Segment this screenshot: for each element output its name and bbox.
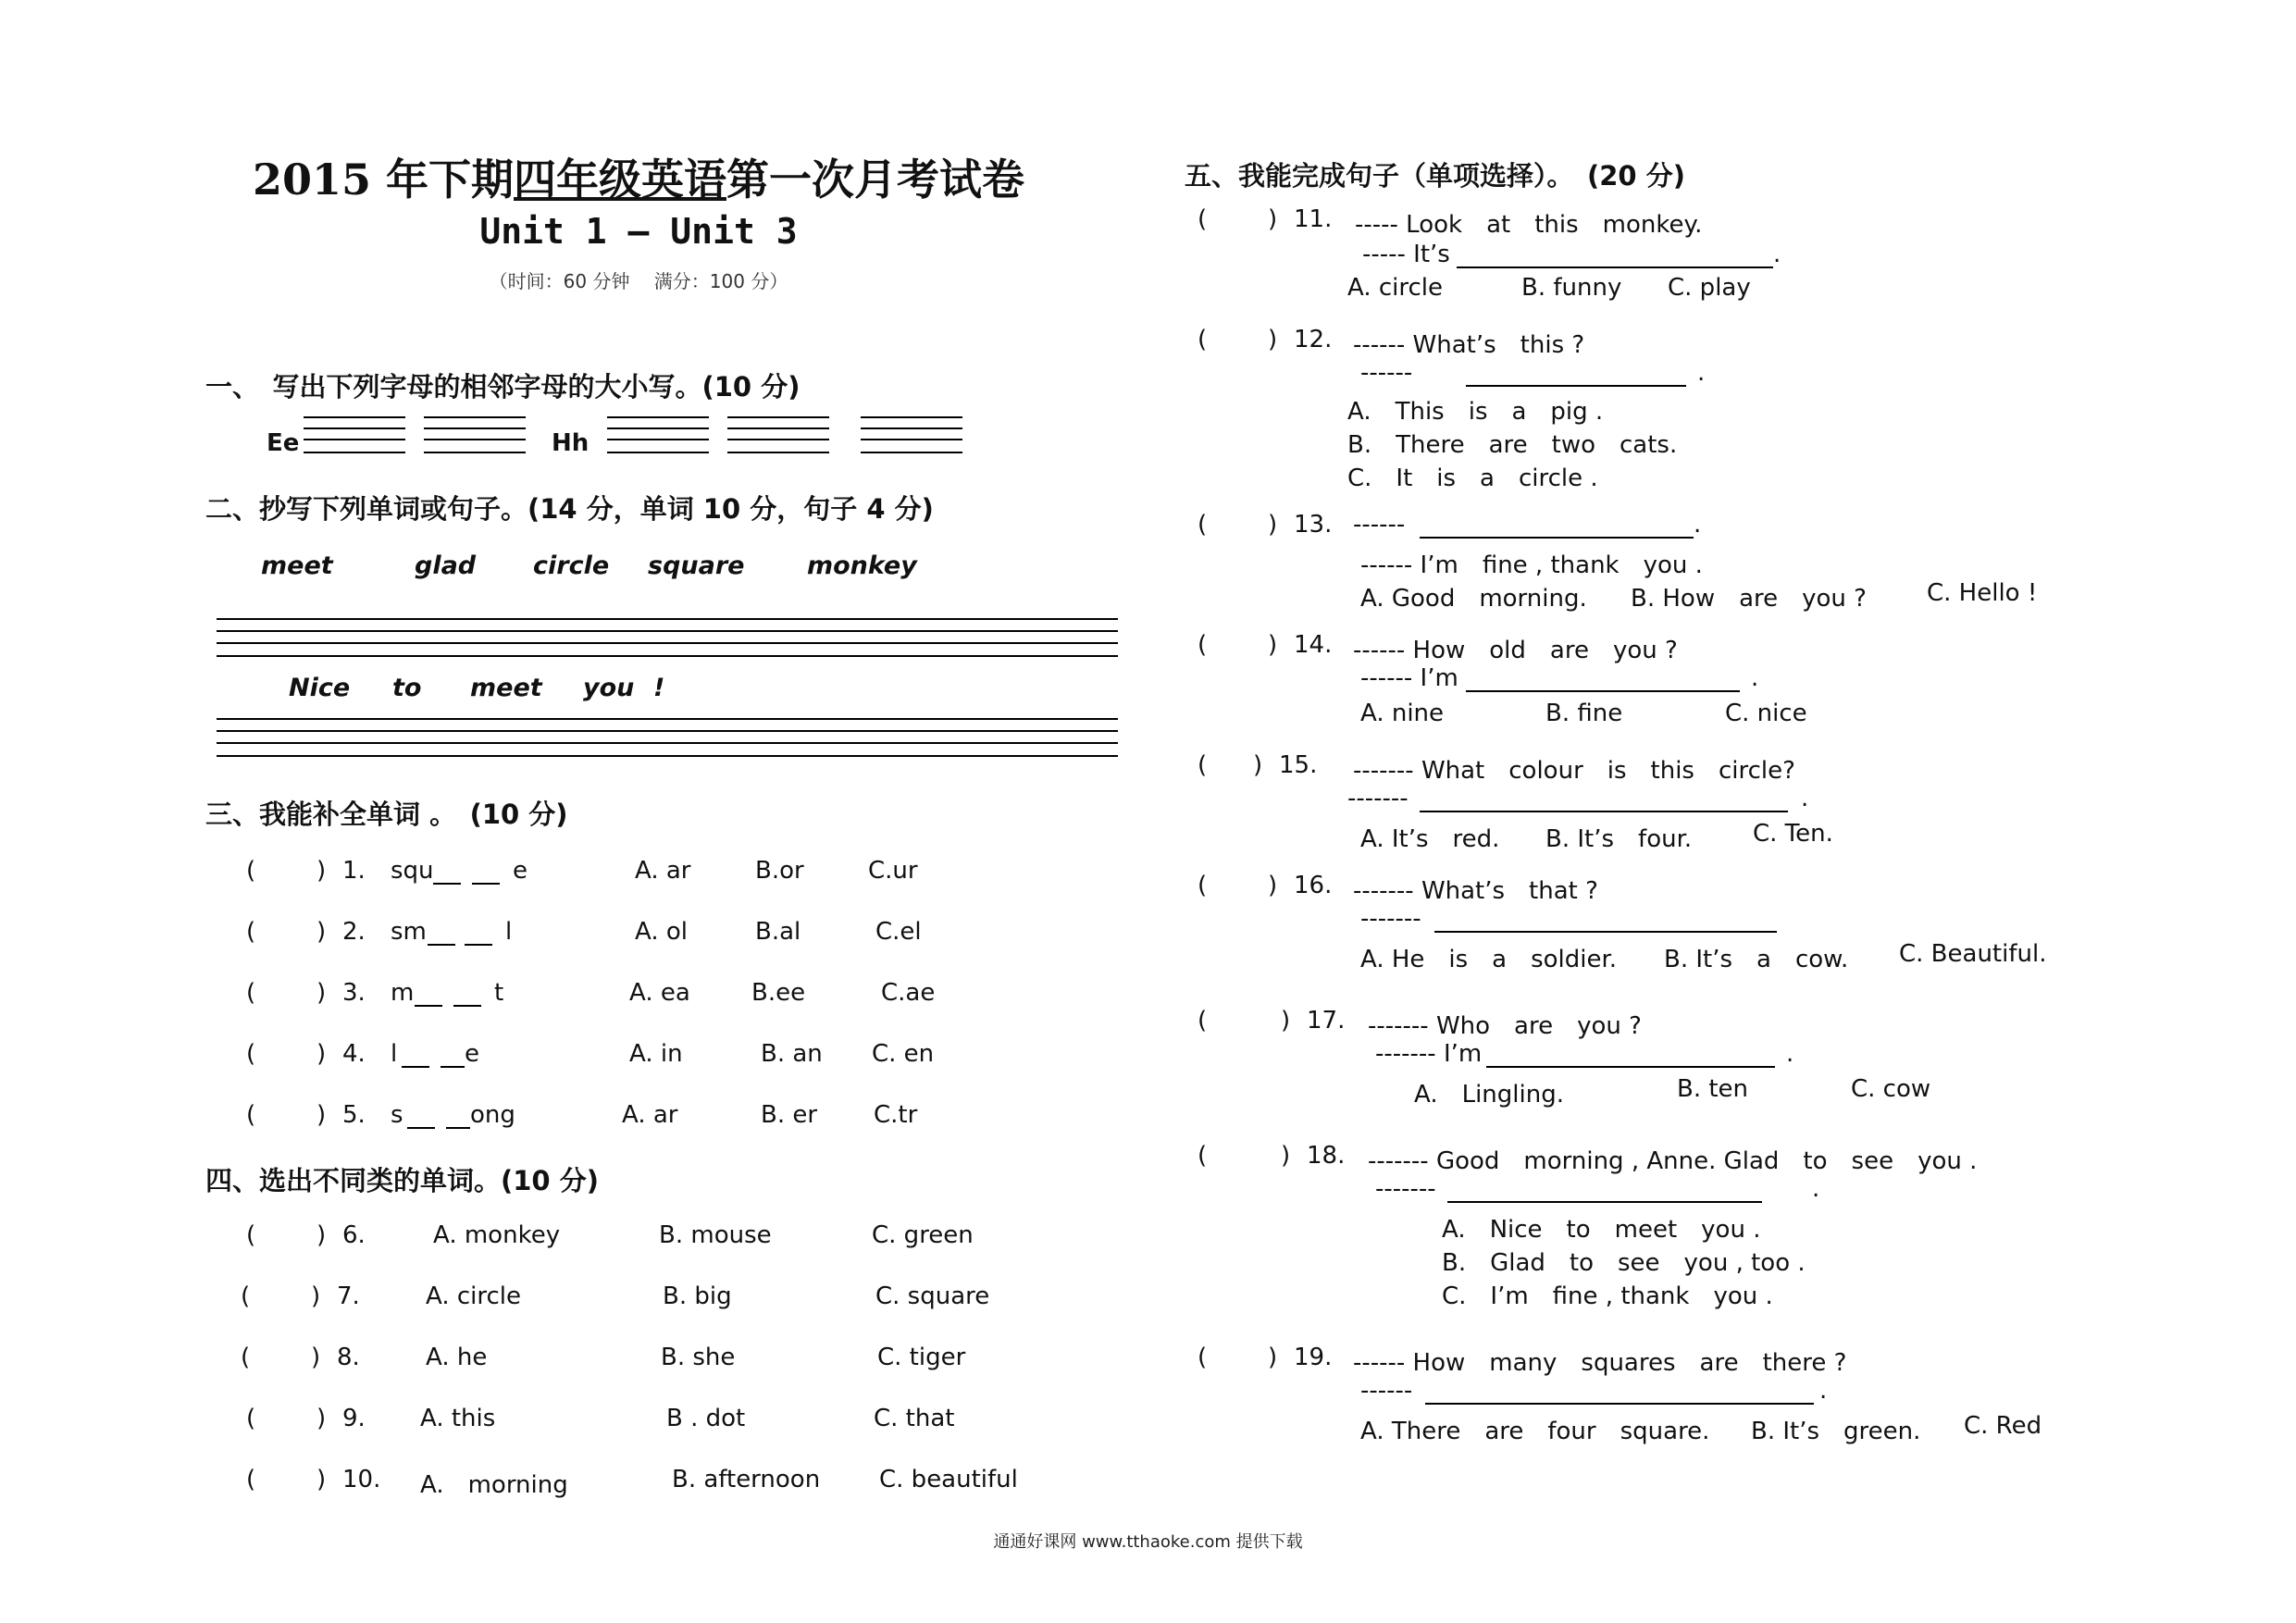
answer-line-prefix: -------	[1360, 905, 1421, 933]
question-number: 16.	[1294, 872, 1333, 899]
option-a: A. He is a soldier.	[1360, 946, 1618, 973]
answer-paren-open[interactable]: (	[1198, 1142, 1208, 1170]
option-a: A. nine	[1360, 700, 1445, 727]
answer-line-prefix: -------	[1347, 785, 1409, 812]
option-b: B. It’s a cow.	[1664, 946, 1849, 973]
answer-paren-close: )	[316, 979, 327, 1007]
question-number: 5.	[342, 1101, 366, 1129]
page-footer: 通通好课网 www.tthaoke.com 提供下载	[993, 1532, 1303, 1552]
option-b: B. afternoon	[672, 1466, 821, 1493]
copy-word: meet	[261, 551, 333, 580]
word-part: squ	[391, 857, 434, 885]
question-line: ------ What’s this ?	[1353, 331, 1585, 359]
answer-paren-open[interactable]: (	[241, 1282, 251, 1310]
sentence-word: Nice	[289, 674, 351, 702]
option-b: B. er	[761, 1101, 818, 1129]
answer-line-prefix: ------	[1353, 511, 1406, 539]
letter-blank[interactable]	[433, 883, 461, 885]
option-a: A. he	[426, 1344, 488, 1371]
option-b: B. There are two cats.	[1347, 431, 1678, 459]
answer-paren-close: )	[1268, 1344, 1278, 1371]
answer-paren-open[interactable]: (	[1198, 872, 1208, 899]
option-a: A. ar	[622, 1101, 678, 1129]
sentence-word: meet	[470, 674, 542, 702]
answer-paren-open[interactable]: (	[1198, 326, 1208, 353]
answer-line-prefix: ----- It’s	[1362, 241, 1450, 268]
option-a: A. Lingling.	[1414, 1081, 1564, 1109]
answer-paren-open[interactable]: (	[246, 1040, 256, 1068]
answer-paren-open[interactable]: (	[1198, 1007, 1208, 1035]
question-number: 9.	[342, 1405, 366, 1432]
option-c: C.tr	[874, 1101, 918, 1129]
question-line: ----- Look at this monkey.	[1355, 211, 1703, 239]
answer-paren-close: )	[311, 1282, 321, 1310]
answer-paren-open[interactable]: (	[1198, 1344, 1208, 1371]
letter-blank[interactable]	[465, 944, 492, 946]
answer-paren-close: )	[316, 1405, 327, 1432]
exam-title: 2015 年下期四年级英语第一次月考试卷	[252, 155, 1025, 204]
answer-paren-open[interactable]: (	[246, 918, 256, 946]
answer-paren-close: )	[1268, 326, 1278, 353]
option-c: C. nice	[1725, 700, 1807, 727]
answer-paren-open[interactable]: (	[246, 1221, 256, 1249]
option-c: C. Beautiful.	[1899, 940, 2047, 968]
exam-info: （时间：60 分钟 满分：100 分）	[489, 270, 788, 292]
answer-paren-close: )	[316, 1221, 327, 1249]
option-b: B. an	[761, 1040, 823, 1068]
period: .	[1751, 664, 1759, 692]
letter-hh: Hh	[552, 429, 590, 457]
question-line: ------- Who are you ?	[1368, 1012, 1642, 1040]
option-c: C. beautiful	[879, 1466, 1018, 1493]
letter-ee: Ee	[267, 429, 300, 457]
section-1-heading: 一、 写出下列字母的相邻字母的大小写。(10 分)	[205, 371, 800, 403]
question-number: 8.	[337, 1344, 360, 1371]
answer-blank[interactable]	[1457, 266, 1773, 268]
letter-blank[interactable]	[446, 1127, 470, 1129]
question-line: ------ I’m fine , thank you .	[1360, 551, 1703, 579]
sentence-word: !	[653, 674, 665, 702]
period: .	[1812, 1175, 1820, 1203]
question-line: ------ How many squares are there ?	[1353, 1349, 1847, 1377]
option-b: B.al	[755, 918, 801, 946]
option-b: B. It’s green.	[1751, 1418, 1921, 1445]
option-a: A. circle	[426, 1282, 522, 1310]
word-part: ong	[470, 1101, 515, 1129]
option-a: A. morning	[420, 1471, 568, 1499]
answer-paren-close: )	[1253, 751, 1263, 779]
option-b: B. mouse	[659, 1221, 772, 1249]
option-c: C. Red	[1964, 1412, 2042, 1440]
letter-blank[interactable]	[415, 1005, 442, 1007]
answer-paren-open[interactable]: (	[1198, 751, 1208, 779]
question-number: 3.	[342, 979, 366, 1007]
question-number: 10.	[342, 1466, 381, 1493]
option-a: A. circle	[1347, 274, 1444, 302]
option-a: A. ol	[635, 918, 688, 946]
option-b: B.or	[755, 857, 804, 885]
option-c: C.ur	[868, 857, 918, 885]
word-part: s	[391, 1101, 403, 1129]
answer-blank[interactable]	[1420, 537, 1694, 539]
option-a: A. this	[420, 1405, 496, 1432]
option-c: C. Ten.	[1753, 820, 1833, 848]
letter-blank[interactable]	[453, 1005, 481, 1007]
answer-blank[interactable]	[1434, 931, 1777, 933]
word-part: sm	[391, 918, 427, 946]
answer-blank[interactable]	[1425, 1403, 1814, 1405]
answer-paren-close: )	[316, 1101, 327, 1129]
answer-blank[interactable]	[1486, 1066, 1775, 1068]
word-part: e	[465, 1040, 479, 1068]
question-number: 11.	[1294, 205, 1333, 233]
question-number: 13.	[1294, 511, 1333, 539]
answer-paren-open[interactable]: (	[1198, 631, 1208, 659]
answer-blank[interactable]	[1447, 1201, 1762, 1203]
sentence-word: you	[583, 674, 635, 702]
option-c: C. that	[874, 1405, 955, 1432]
section-4-heading: 四、选出不同类的单词。(10 分)	[205, 1165, 599, 1196]
copy-word: square	[648, 551, 745, 580]
answer-paren-close: )	[311, 1344, 321, 1371]
question-line: ------ How old are you ?	[1353, 637, 1678, 664]
period: .	[1773, 241, 1781, 268]
question-number: 6.	[342, 1221, 366, 1249]
question-number: 18.	[1307, 1142, 1346, 1170]
question-number: 1.	[342, 857, 366, 885]
question-number: 15.	[1279, 751, 1318, 779]
option-a: A. ea	[629, 979, 690, 1007]
answer-paren-open[interactable]: (	[246, 1405, 256, 1432]
answer-paren-close: )	[1268, 872, 1278, 899]
option-b: B. Glad to see you , too .	[1442, 1249, 1806, 1277]
word-part: m	[391, 979, 415, 1007]
word-part: e	[513, 857, 527, 885]
answer-line-prefix: ------	[1360, 359, 1413, 387]
word-part: t	[494, 979, 504, 1007]
copy-word: monkey	[807, 551, 917, 580]
answer-paren-close: )	[1281, 1007, 1291, 1035]
option-c: C. play	[1668, 274, 1751, 302]
option-b: B. How are you ?	[1631, 585, 1867, 613]
option-b: B. funny	[1521, 274, 1622, 302]
question-number: 7.	[337, 1282, 360, 1310]
question-number: 12.	[1294, 326, 1333, 353]
option-b: B. she	[661, 1344, 736, 1371]
word-part: l	[505, 918, 513, 946]
option-a: A. Nice to meet you .	[1442, 1216, 1761, 1244]
copy-word: glad	[415, 551, 477, 580]
answer-paren-close: )	[316, 1040, 327, 1068]
answer-paren-close: )	[1268, 205, 1278, 233]
option-c: C.el	[875, 918, 922, 946]
answer-paren-open[interactable]: (	[246, 979, 256, 1007]
answer-paren-close: )	[316, 857, 327, 885]
answer-blank[interactable]	[1466, 385, 1686, 387]
question-line: ------- Good morning , Anne. Glad to see you .	[1368, 1147, 1978, 1175]
period: .	[1801, 785, 1809, 812]
answer-paren-open[interactable]: (	[246, 857, 256, 885]
section-3-heading: 三、我能补全单词 。 (10 分)	[205, 799, 568, 830]
question-number: 4.	[342, 1040, 366, 1068]
answer-paren-close: )	[316, 1466, 327, 1493]
answer-paren-close: )	[1268, 631, 1278, 659]
period: .	[1786, 1040, 1794, 1068]
question-number: 2.	[342, 918, 366, 946]
answer-paren-close: )	[316, 918, 327, 946]
option-c: C. square	[875, 1282, 990, 1310]
answer-paren-open[interactable]: (	[1198, 205, 1208, 233]
sentence-word: to	[392, 674, 422, 702]
option-a: A. This is a pig .	[1347, 398, 1604, 426]
option-b: B. fine	[1545, 700, 1623, 727]
option-a: A. in	[629, 1040, 683, 1068]
answer-line-prefix: ------ I’m	[1360, 664, 1458, 692]
answer-paren-open[interactable]: (	[241, 1344, 251, 1371]
option-c: C. tiger	[877, 1344, 966, 1371]
exam-subtitle: Unit 1 – Unit 3	[479, 211, 798, 252]
period: .	[1819, 1377, 1828, 1405]
answer-paren-open[interactable]: (	[246, 1101, 256, 1129]
period: .	[1694, 511, 1702, 539]
letter-blank[interactable]	[428, 944, 455, 946]
option-c: C. Hello !	[1927, 579, 2038, 607]
option-c: C. It is a circle .	[1347, 465, 1598, 492]
option-a: A. monkey	[433, 1221, 561, 1249]
letter-blank[interactable]	[407, 1127, 435, 1129]
letter-blank[interactable]	[402, 1066, 429, 1068]
section-5-heading: 五、我能完成句子（单项选择）。 (20 分)	[1185, 160, 1685, 192]
option-c: C. cow	[1851, 1075, 1931, 1103]
option-a: A. Good morning.	[1360, 585, 1587, 613]
option-a: A. It’s red.	[1360, 825, 1500, 853]
answer-blank[interactable]	[1466, 690, 1740, 692]
option-b: B. It’s four.	[1545, 825, 1693, 853]
question-line: ------- What’s that ?	[1353, 877, 1598, 905]
option-b: B . dot	[666, 1405, 746, 1432]
answer-paren-close: )	[1281, 1142, 1291, 1170]
question-number: 14.	[1294, 631, 1333, 659]
answer-blank[interactable]	[1420, 811, 1788, 812]
option-c: C. en	[872, 1040, 935, 1068]
letter-blank[interactable]	[472, 883, 500, 885]
option-b: B. ten	[1677, 1075, 1749, 1103]
letter-blank[interactable]	[441, 1066, 465, 1068]
answer-paren-open[interactable]: (	[246, 1466, 256, 1493]
answer-line-prefix: ------- I’m	[1375, 1040, 1483, 1068]
option-c: C. green	[872, 1221, 974, 1249]
option-a: A. There are four square.	[1360, 1418, 1710, 1445]
answer-line-prefix: -------	[1375, 1175, 1436, 1203]
option-b: B. big	[663, 1282, 732, 1310]
section-2-heading: 二、抄写下列单词或句子。(14 分，单词 10 分，句子 4 分)	[205, 493, 934, 525]
option-b: B.ee	[751, 979, 806, 1007]
period: .	[1697, 359, 1706, 387]
answer-line-prefix: ------	[1360, 1377, 1413, 1405]
copy-word: circle	[533, 551, 610, 580]
question-number: 17.	[1307, 1007, 1346, 1035]
option-a: A. ar	[635, 857, 691, 885]
option-c: C.ae	[881, 979, 936, 1007]
question-number: 19.	[1294, 1344, 1333, 1371]
answer-paren-open[interactable]: (	[1198, 511, 1208, 539]
question-line: ------- What colour is this circle?	[1353, 757, 1795, 785]
word-part: l	[391, 1040, 398, 1068]
option-c: C. I’m fine , thank you .	[1442, 1282, 1773, 1310]
answer-paren-close: )	[1268, 511, 1278, 539]
